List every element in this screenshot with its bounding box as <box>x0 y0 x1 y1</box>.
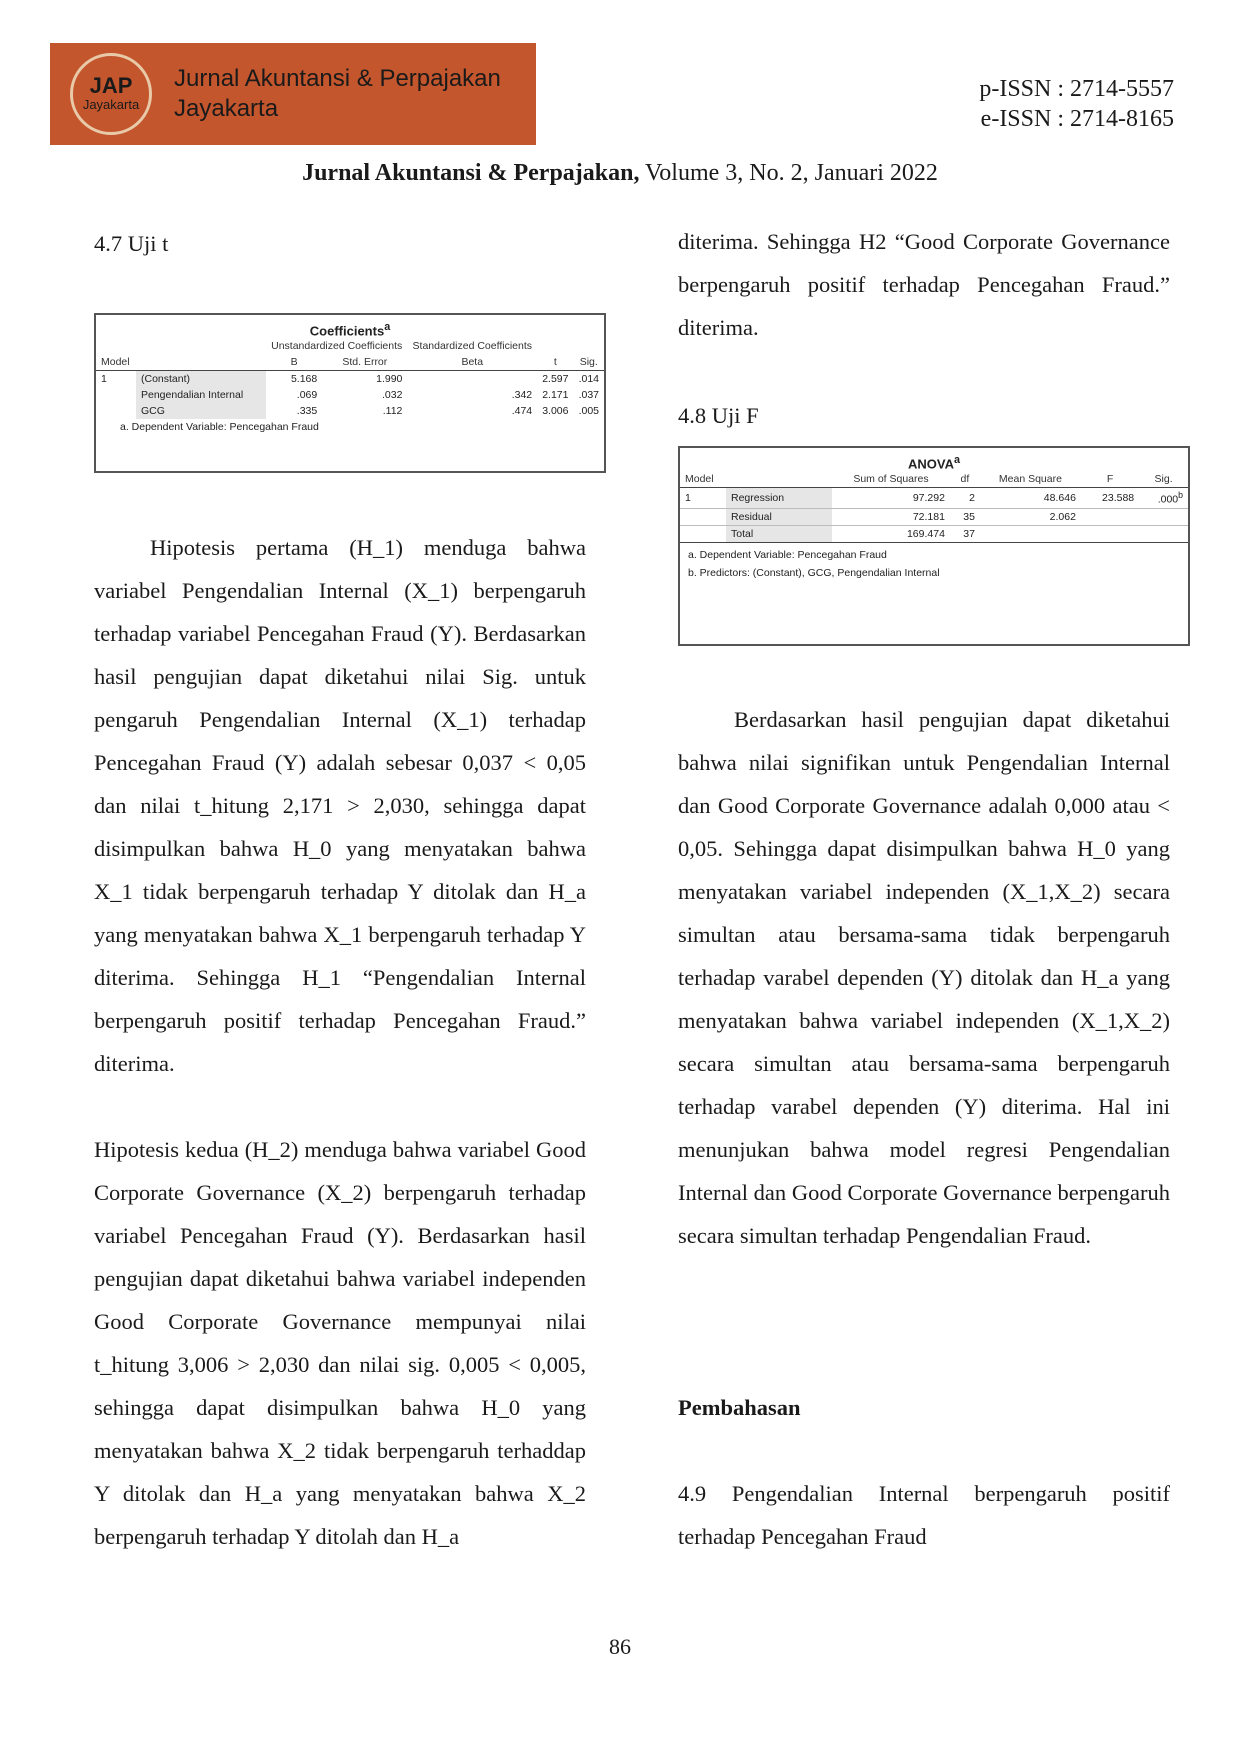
table-row: Residual 72.181 35 2.062 <box>680 508 1188 525</box>
f-header: F <box>1081 471 1139 488</box>
logo-main-text: JAP <box>89 73 133 98</box>
eissn: e-ISSN : 2714-8165 <box>980 106 1174 132</box>
journal-banner <box>50 43 536 145</box>
logo-sub-text: Jayakarta <box>82 97 140 112</box>
ss-header: Sum of Squares <box>832 471 950 488</box>
pissn: p-ISSN : 2714-5557 <box>979 76 1174 102</box>
banner-title-line2: Jayakarta <box>174 95 279 122</box>
banner-title <box>174 64 501 124</box>
table-row: 1 (Constant) 5.168 1.990 2.597 .014 <box>96 371 604 388</box>
anova-sig-header: Sig. <box>1139 471 1188 488</box>
unstd-header: Unstandardized Coefficients <box>271 340 403 353</box>
ms-header: Mean Square <box>980 471 1081 488</box>
se-header: Std. Error <box>322 354 407 371</box>
section-4-9-title: 4.9 Pengendalian Internal berpengaruh positif terhadap Pencegahan Fraud <box>678 1481 1170 1549</box>
anova-footnote-b: b. Predictors: (Constant), GCG, Pengendalian Internal <box>688 566 940 579</box>
table-row: GCG .335 .112 .474 3.006 .005 <box>96 403 604 419</box>
b-header: B <box>266 354 322 371</box>
section-heading-pembahasan: Pembahasan <box>678 1395 801 1420</box>
page-number: 86 <box>609 1634 631 1659</box>
t-header: t <box>537 354 573 371</box>
section-4-7-title: 4.7 Uji t <box>94 231 169 256</box>
section-4-8-title: 4.8 Uji F <box>678 403 759 428</box>
coefficients-title: Coefficients$^a$ <box>309 321 391 339</box>
anova-footnote-a: a. Dependent Variable: Pencegahan Fraud <box>688 548 887 561</box>
std-header: Standardized Coefficients <box>412 340 532 353</box>
journal-volume: Volume 3, No. 2, Januari 2022 <box>639 160 938 186</box>
left-paragraph-1: Hipotesis pertama (H_1) menduga bahwa variabel Pengendalian Internal (X_1) berpengaruh terhadap variabel Pencegahan Fraud (Y). Berdasarkan hasil pengujian dapat diketahui nilai Sig. untuk pengaruh Pengendalian Internal (X_1) terhadap Pencegahan Fraud (Y) adalah sebesar 0,037 < 0,05 dan nilai t_hitung 2,171 > 2,030, sehingga dapat disimpulkan bahwa H_0 yang menyatakan bahwa X_1 tidak berpengaruh terhadap Y ditolak dan H_a yang menyatakan bahwa X_1 berpengaruh terhadap Y diterima. Sehingga H_1 “Pengendalian Internal berpengaruh positif terhadap Pencegahan Fraud.” diterima. <box>94 535 586 1076</box>
table-row: Total 169.474 37 <box>680 525 1188 542</box>
coefficients-table <box>94 313 606 473</box>
table-row: 1 Regression 97.292 2 48.646 23.588 .000$^b$ <box>680 488 1188 509</box>
right-paragraph-top: diterima. Sehingga H2 “Good Corporate Governance berpengaruh positif terhadap Pencegahan Fraud.” diterima. <box>678 229 1170 340</box>
right-paragraph-1: Berdasarkan hasil pengujian dapat diketahui bahwa nilai signifikan untuk Pengendalian Internal dan Good Corporate Governance adalah 0,000 atau < 0,05. Sehingga dapat disimpulkan bahwa H_0 yang menyatakan variabel independen (X_1,X_2) secara simultan atau bersama-sama tidak berpengaruh terhadap varabel dependen (Y) ditolak dan H_a yang menyatakan bahwa variabel independen (X_1,X_2) secara simultan atau bersama-sama berpengaruh terhadap varabel dependen (Y) diterima. Hal ini menunjukan bahwa model regresi Pengendalian Internal dan Good Corporate Governance berpengaruh secara simultan terhadap Pengendalian Fraud. <box>678 707 1170 1248</box>
anova-title: ANOVA$^a$ <box>907 454 960 472</box>
journal-citation-line <box>0 160 1240 187</box>
anova-table <box>678 446 1190 646</box>
issn-block <box>979 74 1174 134</box>
anova-model-header: Model <box>680 471 726 488</box>
left-paragraph-2: Hipotesis kedua (H_2) menduga bahwa variabel Good Corporate Governance (X_2) berpengaruh terhadap variabel Pencegahan Fraud (Y). Berdasarkan hasil pengujian dapat diketahui bahwa variabel independen Good Corporate Governance mempunyai nilai t_hitung 3,006 > 2,030 dan nilai sig. 0,005 < 0,005, sehingga dapat disimpulkan bahwa H_0 yang menyatakan bahwa X_2 tidak berpengaruh terhaddap Y ditolak dan H_a yang menyatakan bahwa X_2 berpengaruh terhadap Y ditolah dan H_a <box>94 1137 586 1549</box>
beta-header: Beta <box>407 354 537 371</box>
journal-name: Jurnal Akuntansi & Perpajakan, <box>302 160 640 186</box>
sig-header: Sig. <box>573 354 604 371</box>
df-header: df <box>950 471 980 488</box>
coefficients-footnote: a. Dependent Variable: Pencegahan Fraud <box>120 421 319 434</box>
journal-logo <box>70 53 152 135</box>
table-row: Pengendalian Internal .069 .032 .342 2.171 .037 <box>96 387 604 403</box>
model-header: Model <box>96 354 136 371</box>
banner-title-line1: Jurnal Akuntansi & Perpajakan <box>174 65 501 92</box>
